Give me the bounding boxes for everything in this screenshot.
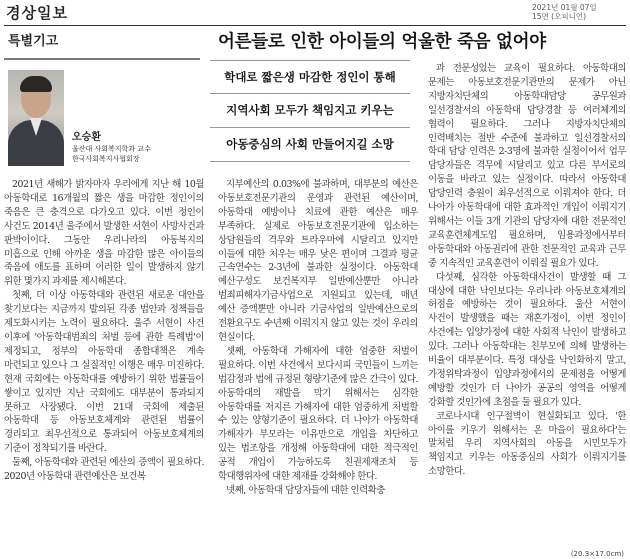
paragraph: 코로나시대 인구절벽이 현실화되고 있다. '한 아이를 키우기 위해서는 온 마을이 필요하다'는 말처럼 우리 지역사회의 아동을 시민모두가 책임지고 키우는 아동중심의 사회가 이뤄지기를 소망한다. [428, 410, 626, 478]
page-section: 15면 (오피니언) [532, 12, 587, 21]
paragraph: 지부예산의 0.03%에 불과하며, 대부분의 예산은 아동보호전문기관의 운영과 관련된 예산이며, 아동학대 예방이나 치료에 관한 예산은 매우 부족하다. 실제로 아동보호전문기관에 입소하는 상담원들의 격무와 트라우마에 시달리고 있지만 이들에 대한 처우는 매우 낮은 편이며 그결과 평균 근속연수는 2-3년에 불과한 실정이다. 아동학대 예산구성도 보건복지부 일반예산뿐만 아니라 범죄피해자기금사업으로 지원되고 있는데, 매년 예산 증액뿐만 아니라 기금사업의 일반예산으로의 전환요구도 수년째 이뤄지지 않고 있는 것이 우리의 현실이다. [218, 179, 418, 343]
paragraph: 셋째, 아동학대 가해자에 대한 엄중한 처벌이 필요하다. 이번 사건에서 보다시피 국민들이 느끼는 법감정과 법에 규정된 형량기준에 많은 간극이 있다. 아동학대의 재발을 막기 위해서는 심각한 아동학대를 저지른 가해자에 대한 엄중하게 처벌할 수 있는 양형기준이 필요하다. 더 나아가 아동학대 가해자가 부모라는 이유만으로 개입을 차단하고 있는 법조항을 개정해 아동학대에 대한 적극적인 공적 개입이 가능하도록 친권제재조치 등 학대행위자에 대한 제재를 강화해야 한다. [218, 345, 418, 483]
author-name: 오승환 [72, 132, 101, 143]
subheadline-box [210, 60, 410, 164]
article-column-2 [218, 178, 418, 548]
article-headline: 어른들로 인한 아이들의 억울한 죽음 없어야 [218, 32, 546, 52]
newspaper-masthead: 경상일보 [6, 4, 68, 22]
masthead-rule [4, 25, 626, 26]
paragraph: 다섯째, 심각한 아동학대사건이 발생할 때 그 대상에 대한 낙인보다는 우리나라 아동보호체계의 허점을 예방하는 것이 필요하다. 울산 서현이 사건이 발생했을 때는 재혼가정이, 이번 정인이 사건에는 입양가정에 대한 사회적 낙인이 발생하고 있다. 그러나 아동학대는 친부모에 의해 발생하는 비율이 대부분이다. 특정 대상을 낙인화하지 말고, 가정위탁과정이 입양과정에서의 문제점을 어떻게 예방할 것인가 더 나아가 공공의 영역을 어떻게 강화할 것인가에 초점을 둘 필요가 있다. [428, 271, 626, 408]
section-label: 특별기고 [8, 34, 59, 49]
paragraph: 둘째, 아동학대와 관련된 예산의 증액이 필요하다. 2020년 아동학대 관련예산은 보건복 [4, 457, 204, 483]
author-role-2: 한국사회복지사협회장 [72, 155, 140, 163]
publication-date: 2021년 01월 07일 [532, 3, 597, 12]
paragraph: 넷째, 아동학대 담당자들에 대한 인력확충 [226, 484, 385, 496]
article-size-note: (20.3×17.0cm) [570, 550, 624, 558]
paragraph: 첫째, 더 이상 아동학대와 관련된 새로운 대안을 찾기보다는 지금까지 발의된 각종 법안과 정책들을 제도화시키는 노력이 필요하다. 울주 서현이 사건 이후에 '아동학대범죄의 처벌 등에 관한 특례법'이 제정되고, 정부의 아동학대 종합대책은 계속 마련되고 있으나 그 실질적인 이행은 매우 미진하다. 현재 국회에는 아동학대를 예방하기 위한 법률들이 쌓이고 있지만 지난 국회에도 대부분이 통과되지 못하고 사장됐다. 이번 21대 국회에 제출된 아동학대 등 아동보호체계와 관련된 법률이 경리되고 최우선적으로 통과되어 아동보호체계의 기준이 정착되기를 바란다. [4, 290, 204, 455]
subheadline-1: 학대로 짧은생 마감한 정인이 통해 [210, 60, 410, 94]
subheadline-2: 지역사회 모두가 책임지고 키우는 [210, 94, 410, 128]
paragraph: 2021년 새해가 밝자마자 우리에게 지난 해 10월 아동학대로 16개월의 짧은 생을 마감한 정인이의 죽음은 큰 충격으로 다가오고 있다. 이번 정인이 사건도 2014년 울주에서 발생한 서현이 사망사건과 판박이이다. 그동안 우리나라의 아동복지의 미흡으로 인해 아까운 생을 마감한 많은 아이들의 죽음에 애도를 표하며 이러한 일이 발생하지 않기 위한 몇가지 과제를 제시해본다. [4, 179, 204, 288]
author-byline [72, 132, 151, 164]
paragraph: 과 전문성있는 교육이 필요하다. 아동학대의 문제는 아동보호전문기관만의 문제가 아닌 지방자치단체의 아동학대담당 공무원과 일선경찰서의 아동학대 담당경찰 등 여러체계의 협력이 필요하다. 그러나 지방자치단체의 인력배치는 절반 수준에 불과하고 일선경찰서의 학대 담당 인력은 2-3명에 불과한 실정이어서 업무 담당자들은 격무에 시달리고 있고 다른 부서로의 이동을 바라고 있는 실정이다. 따라서 아동학대 담당인력 충원이 최우선적으로 이뤄져야 한다. 더 나아가 아동학대에 대한 효과적인 개입이 이뤄지기 위해서는 이들 3개 기관의 담당자에 대한 전문적인 교육훈련체계도입 필요하며, 임용과정에서부터 아동학대와 아동권리에 관한 전문적인 교육과 근무 중 지속적인 교육훈련이 이뤄질 필요가 있다. [428, 63, 626, 269]
author-photo [8, 70, 64, 166]
publication-info [532, 3, 622, 21]
author-role-1: 울산대 사회복지학과 교수 [72, 145, 151, 153]
article-column-3 [428, 62, 626, 548]
subheadline-3: 아동중심의 사회 만들어지길 소망 [210, 128, 410, 162]
article-column-1 [4, 178, 204, 548]
section-rule [4, 58, 200, 60]
author-photo-hair [20, 76, 52, 92]
